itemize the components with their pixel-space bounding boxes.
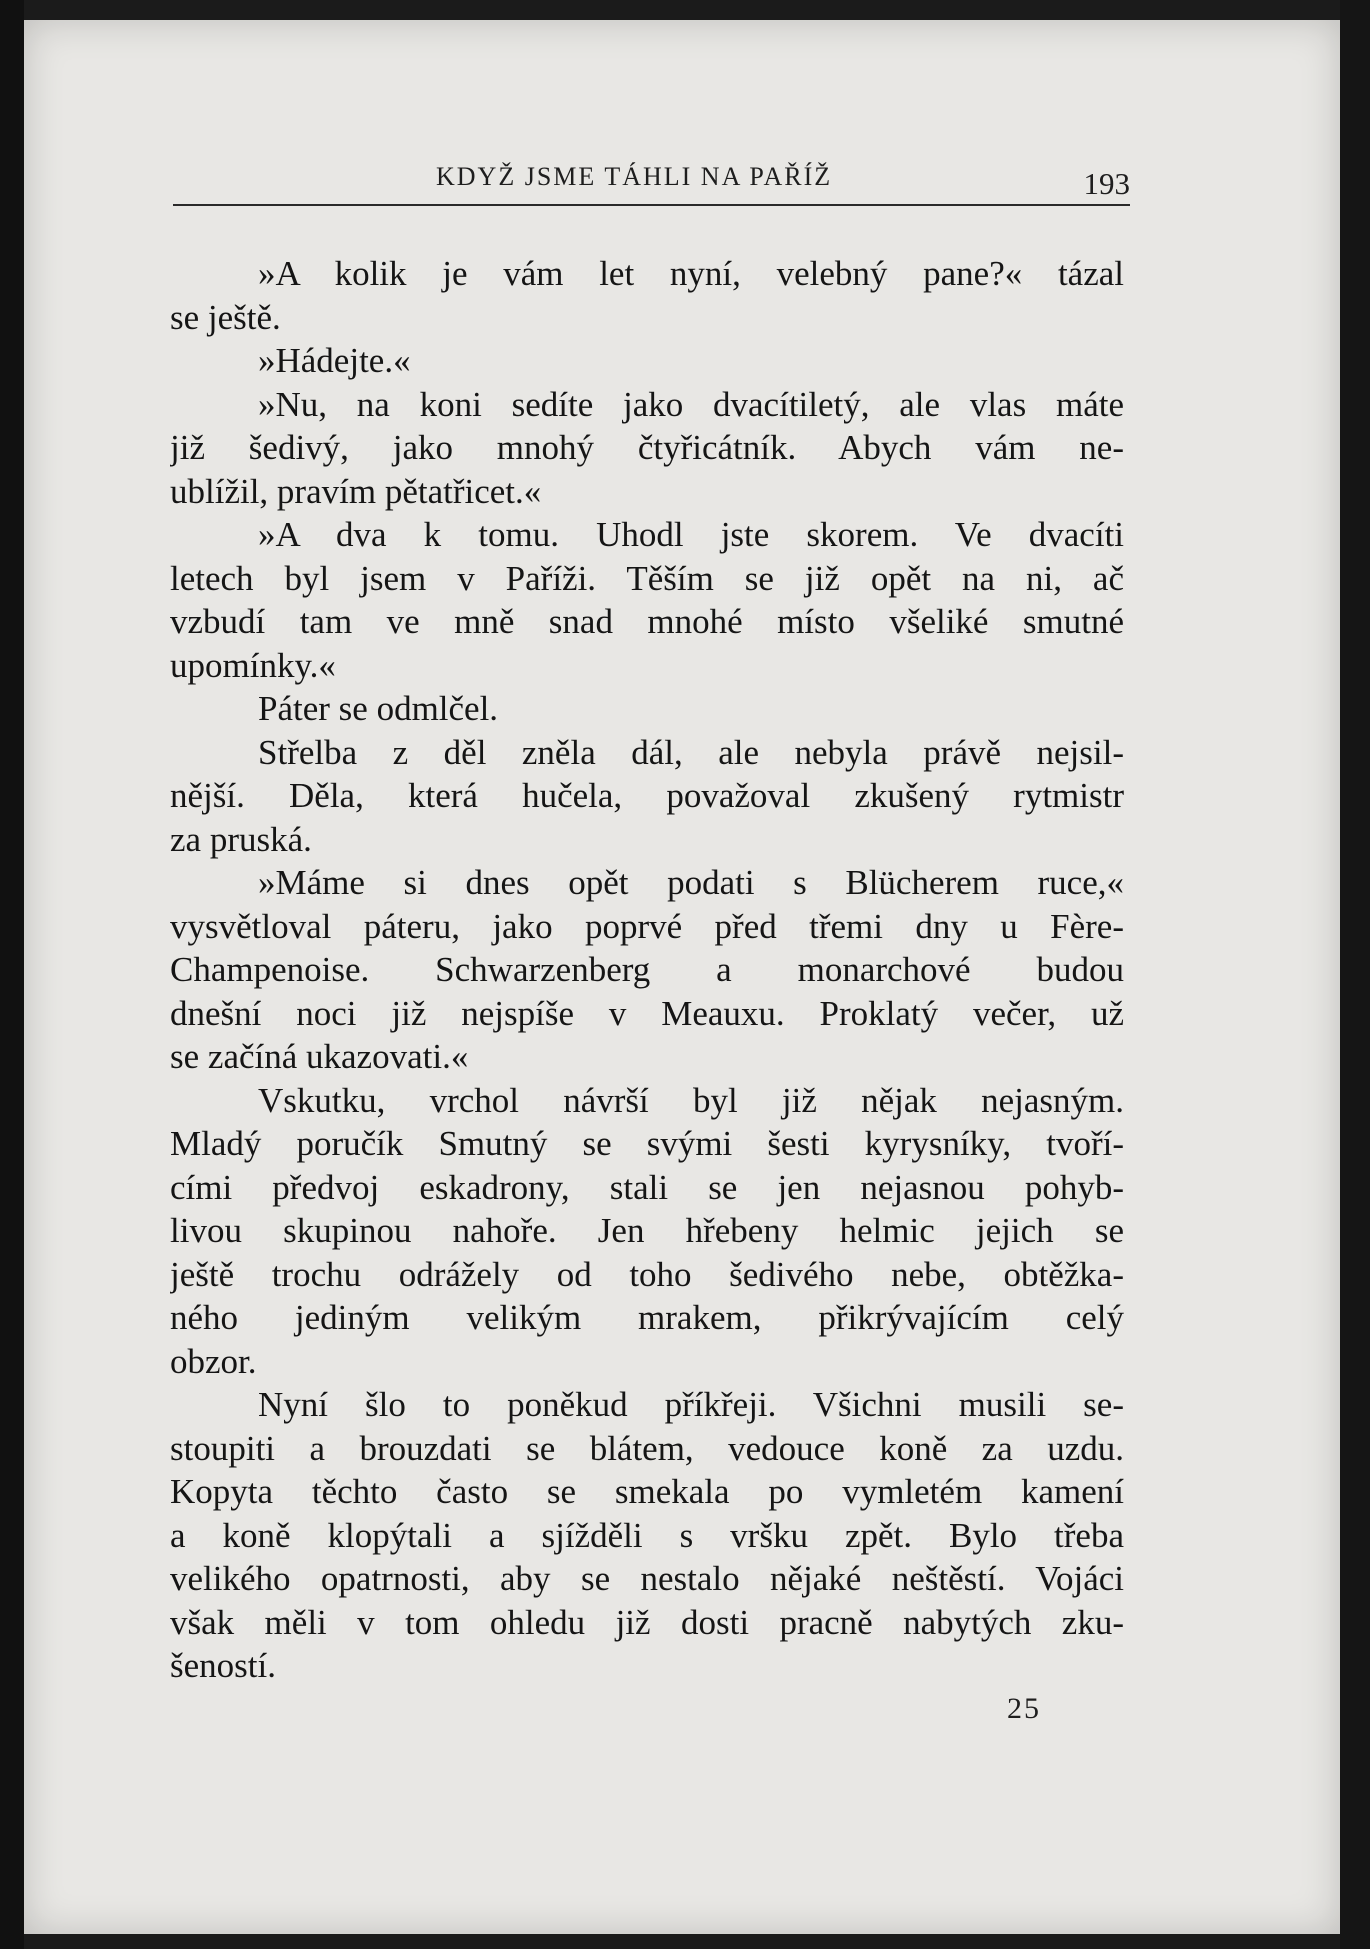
text-line: Kopyta těchto často se smekala po vymletém kamení xyxy=(170,1472,1124,1511)
header-rule xyxy=(173,204,1130,206)
text-line: obzor. xyxy=(170,1341,257,1381)
signature-mark: 25 xyxy=(1007,1692,1041,1725)
text-line: se začíná ukazovati.« xyxy=(170,1037,469,1076)
scan-left-edge xyxy=(0,0,24,1949)
text-line: vzbudí tam ve mně snad mnohé místo všeliké smutné xyxy=(170,602,1124,641)
text-line: Nyní šlo to poněkud příkřeji. Všichni musili se- xyxy=(258,1385,1124,1424)
text-line: »Hádejte.« xyxy=(258,341,411,380)
text-line: letech byl jsem v Paříži. Těším se již opět na ni, ač xyxy=(170,558,1124,598)
text-line: Champenoise. Schwarzenberg a monarchové budou xyxy=(170,950,1124,989)
text-line: Vskutku, vrchol návrší byl již nějak nejasným. xyxy=(258,1080,1124,1120)
text-line: Mladý poručík Smutný se svými šesti kyrysníky, tvoří- xyxy=(170,1124,1124,1163)
page-number: 193 xyxy=(1083,166,1130,201)
text-line: ještě trochu odrážely od toho šedivého nebe, obtěžka- xyxy=(170,1254,1124,1294)
text-line: však měli v tom ohledu již dosti pracně nabytých zku- xyxy=(170,1602,1124,1642)
text-line: za pruská. xyxy=(170,819,312,859)
text-line: livou skupinou nahoře. Jen hřebeny helmic jejich se xyxy=(170,1211,1124,1250)
text-line: dnešní noci již nejspíše v Meauxu. Proklatý večer, už xyxy=(170,993,1124,1033)
text-line: stoupiti a brouzdati se blátem, vedouce koně za uzdu. xyxy=(170,1428,1124,1468)
text-line: se ještě. xyxy=(170,297,281,337)
text-line: Páter se odmlčel. xyxy=(258,689,499,728)
text-line: »A kolik je vám let nyní, velebný pane?« tázal xyxy=(258,254,1124,293)
scan-right-edge xyxy=(1340,0,1370,1949)
text-line: a koně klopýtali a sjížděli s vršku zpět. Bylo třeba xyxy=(170,1515,1124,1555)
text-line: cími předvoj eskadrony, stali se jen nejasnou pohyb- xyxy=(170,1167,1124,1207)
running-title: KDYŽ JSME TÁHLI NA PAŘÍŽ xyxy=(436,162,833,191)
text-line: šeností. xyxy=(170,1646,276,1685)
text-line: již šedivý, jako mnohý čtyřicátník. Abych vám ne- xyxy=(170,428,1124,467)
text-line: velikého opatrnosti, aby se nestalo nějaké neštěstí. Vojáci xyxy=(170,1559,1124,1598)
text-line: nější. Děla, která hučela, považoval zkušený rytmistr xyxy=(170,776,1124,815)
text-line: ného jediným velikým mrakem, přikrývajícím celý xyxy=(170,1298,1124,1337)
text-line: ublížil, pravím pětatřicet.« xyxy=(170,471,542,511)
page-header xyxy=(173,158,1130,218)
text-line: »Nu, na koni sedíte jako dvacítiletý, ale vlas máte xyxy=(258,384,1124,424)
text-line: »A dva k tomu. Uhodl jste skorem. Ve dvacíti xyxy=(258,515,1124,554)
text-line: vysvětloval páteru, jako poprvé před třemi dny u Fère- xyxy=(170,906,1124,946)
text-line: upomínky.« xyxy=(170,645,336,685)
text-line: Střelba z děl zněla dál, ale nebyla právě nejsil- xyxy=(258,732,1124,772)
text-line: »Máme si dnes opět podati s Blücherem ruce,« xyxy=(258,863,1124,902)
body-text xyxy=(170,252,1124,1688)
